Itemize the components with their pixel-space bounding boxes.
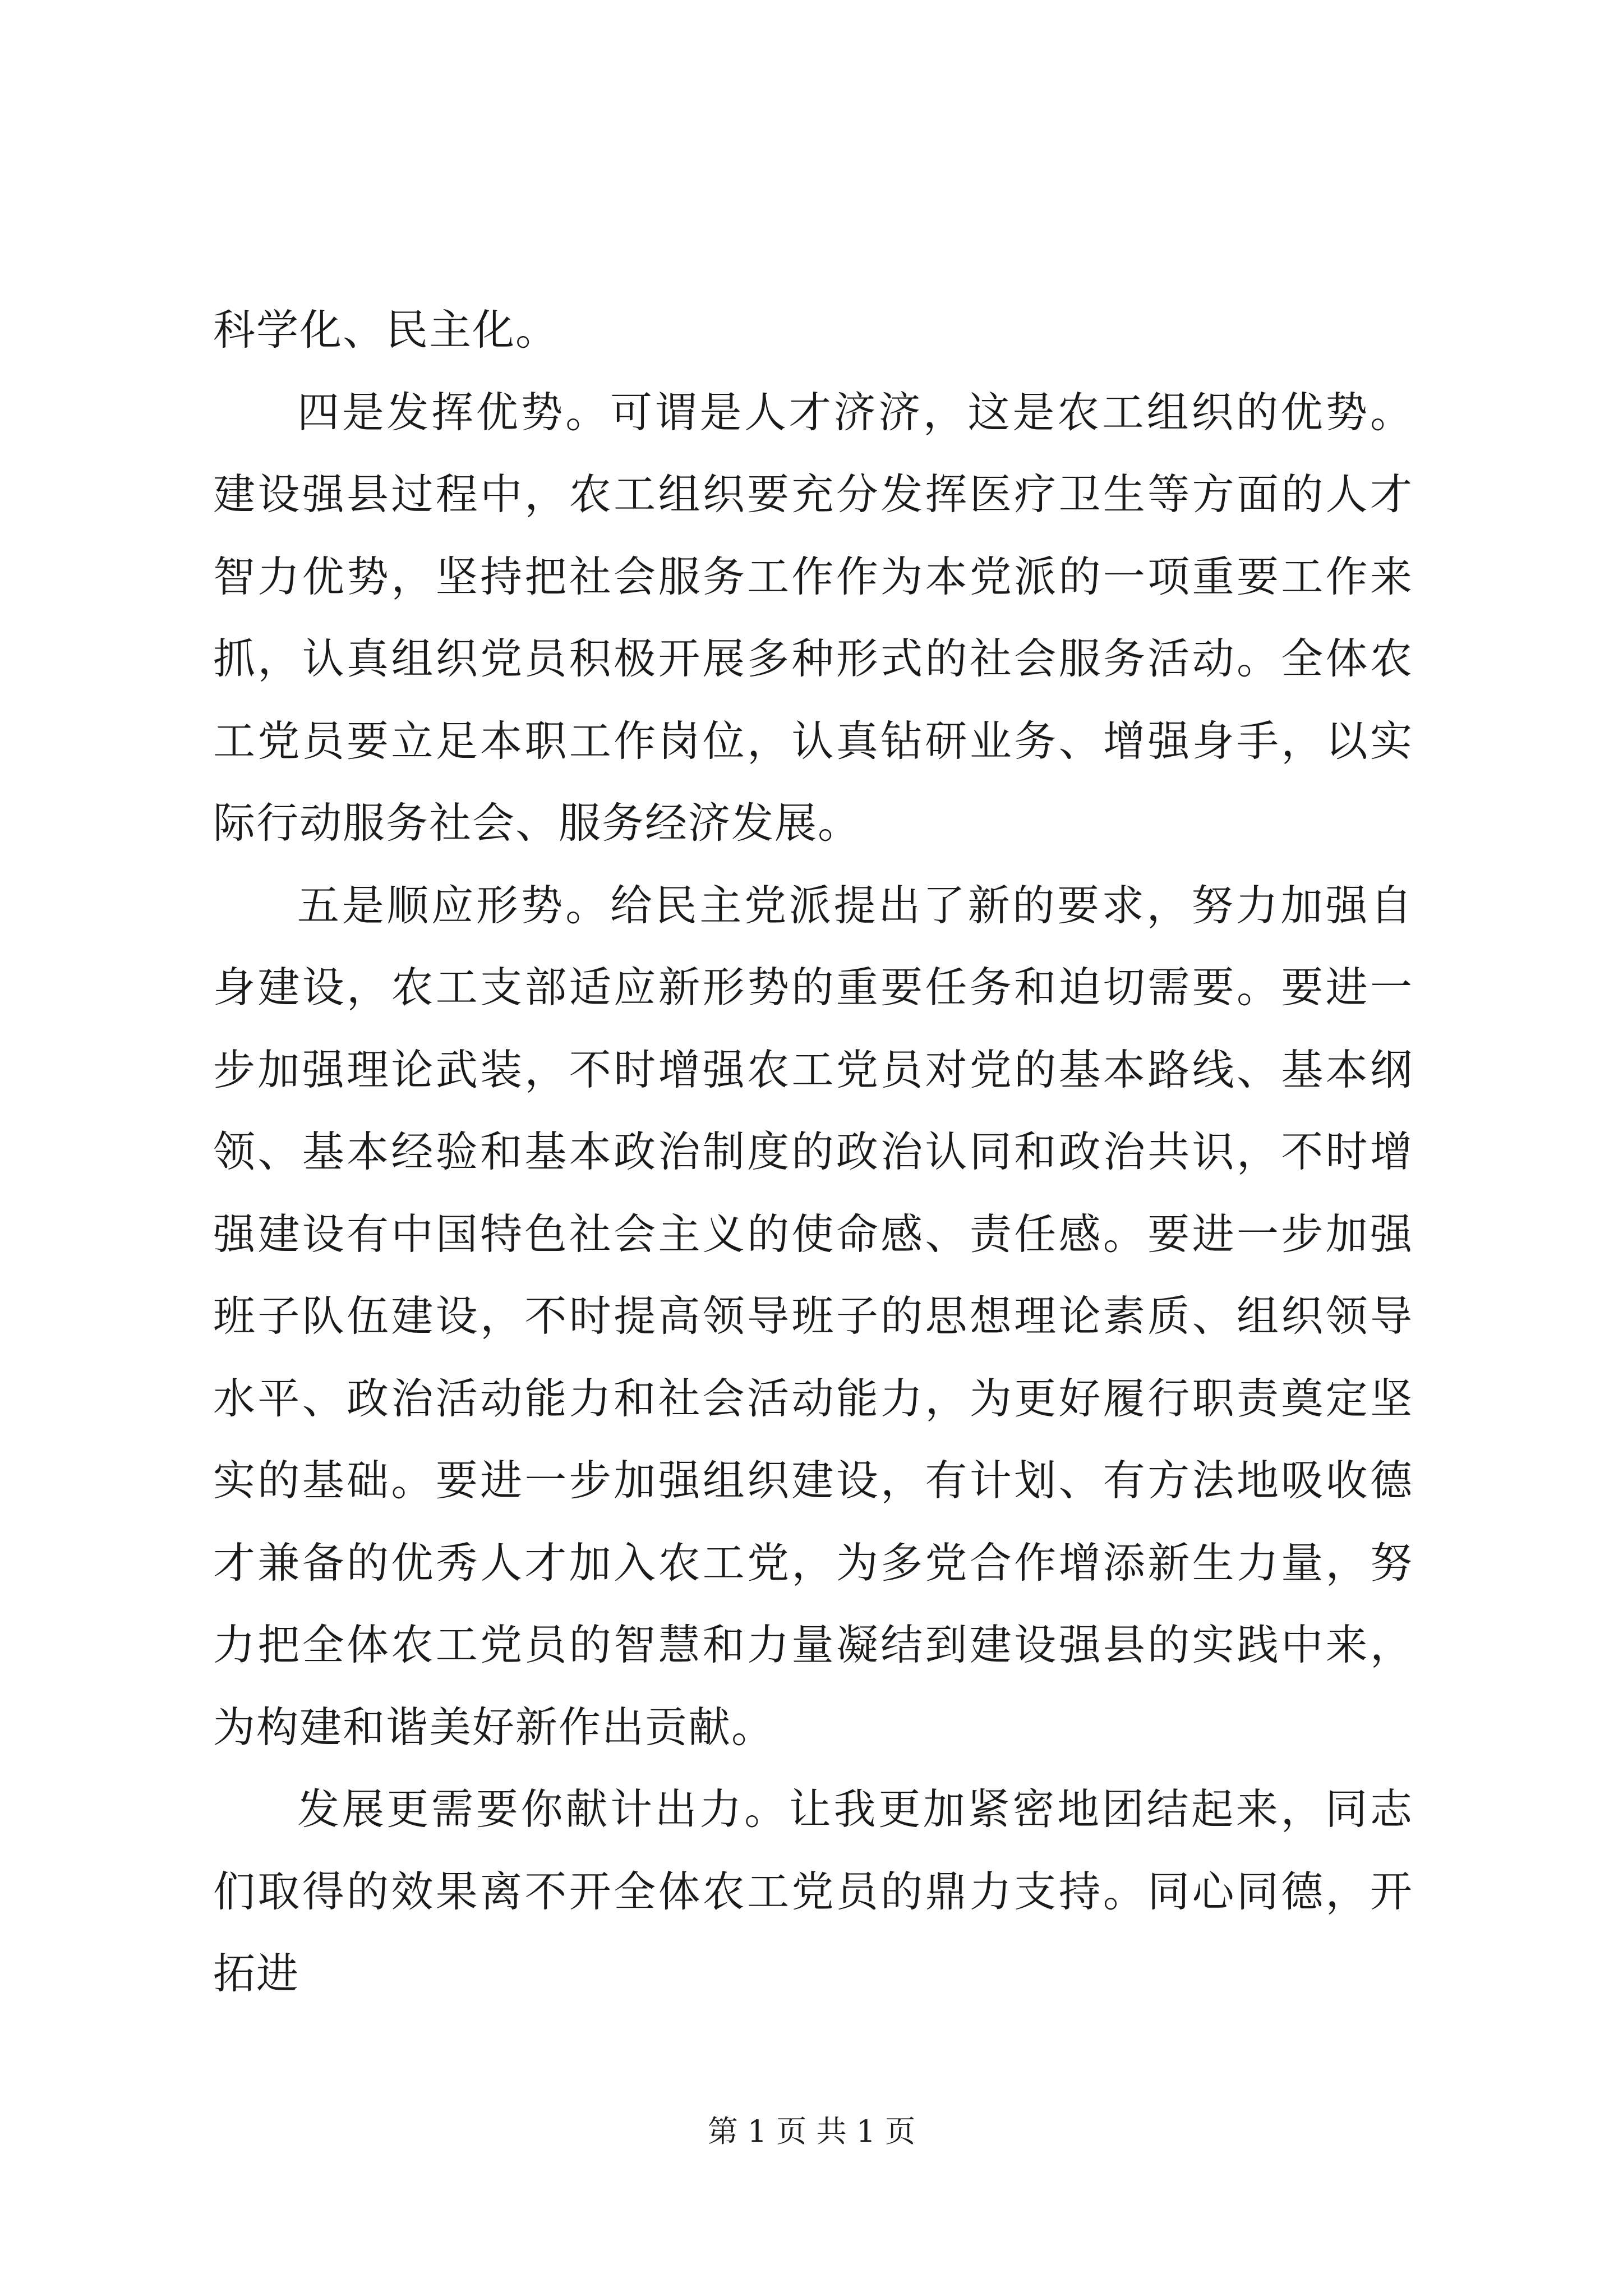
- paragraph-2: 四是发挥优势。可谓是人才济济，这是农工组织的优势。建设强县过程中，农工组织要充分发挥医疗卫生等方面的人才智力优势，坚持把社会服务工作作为本党派的一项重要工作来抓，认真组织党员积极开展多种形式的社会服务活动。全体农工党员要立足本职工作岗位，认真钻研业务、增强身手，以实际行动服务社会、服务经济发展。: [213, 387, 1413, 848]
- page-footer: 第 1 页 共 1 页: [707, 2114, 916, 2149]
- paragraph-3: 五是顺应形势。给民主党派提出了新的要求，努力加强自身建设，农工支部适应新形势的重要任务和迫切需要。要进一步加强理论武装，不时增强农工党员对党的基本路线、基本纲领、基本经验和基本政治制度的政治认同和政治共识，不时增强建设有中国特色社会主义的使命感、责任感。要进一步加强班子队伍建设，不时提高领导班子的思想理论素质、组织领导水平、政治活动能力和社会活动能力，为更好履行职责奠定坚实的基础。要进一步加强组织建设，有计划、有方法地吸收德才兼备的优秀人才加入农工党，为多党合作增添新生力量，努力把全体农工党员的智慧和力量凝结到建设强县的实践中来，为构建和谐美好新作出贡献。: [213, 880, 1413, 1752]
- paragraph-4: 发展更需要你献计出力。让我更加紧密地团结起来，同志们取得的效果离不开全体农工党员的鼎力支持。同心同德，开拓进: [213, 1784, 1413, 1998]
- paragraph-1: 科学化、民主化。: [213, 305, 559, 355]
- document-body: [213, 289, 1413, 2015]
